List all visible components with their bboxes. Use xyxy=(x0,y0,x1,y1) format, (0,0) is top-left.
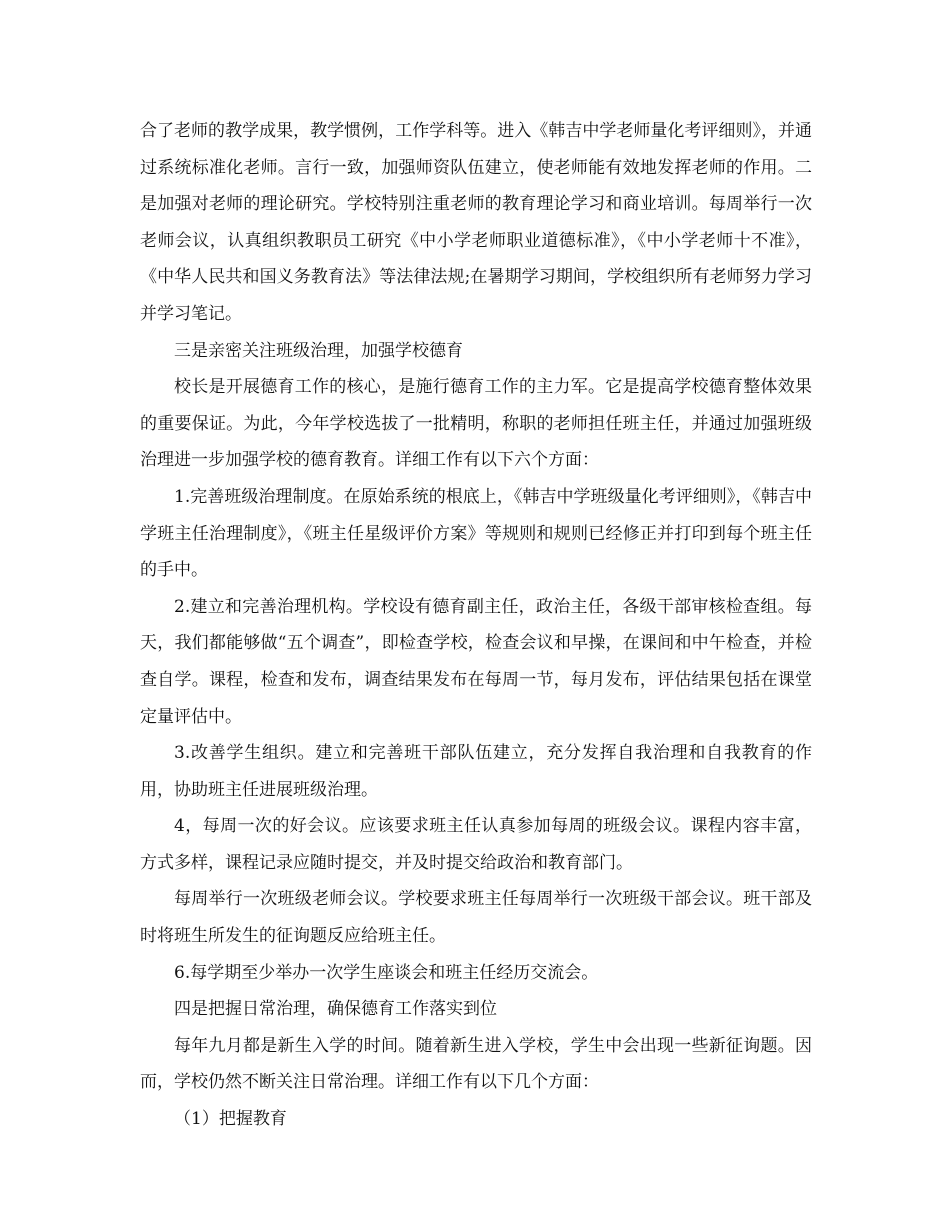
paragraph-7: 4，每周一次的好会议。应该要求班主任认真参加每周的班级会议。课程内容丰富，方式多样，课程记录应随时提交，并及时提交给政治和教育部门。 xyxy=(140,816,812,873)
paragraph-10-heading: 四是把握日常治理，确保德育工作落实到位 xyxy=(174,999,497,1020)
paragraph-2-heading: 三是亲密关注班级治理，加强学校德育 xyxy=(174,340,463,361)
document-body xyxy=(140,113,812,1138)
paragraph-6: 3.改善学生组织。建立和完善班干部队伍建立，充分发挥自我治理和自我教育的作用，协助班主任进展班级治理。 xyxy=(140,743,812,800)
paragraph-9: 6.每学期至少举办一次学生座谈会和班主任经历交流会。 xyxy=(174,962,599,983)
paragraph-8: 每周举行一次班级老师会议。学校要求班主任每周举行一次班级干部会议。班干部及时将班生所发生的征询题反应给班主任。 xyxy=(140,889,812,947)
paragraph-5: 2.建立和完善治理机构。学校设有德育副主任，政治主任，各级干部审核检查组。每天，我们都能够做“五个调查”，即检查学校，检查会议和早操，在课间和中午检查，并检查自学。课程，检查和发布，调查结果发布在每周一节，每月发布，评估结果包括在课堂定量评估中。 xyxy=(140,596,812,727)
paragraph-4: 1.完善班级治理制度。在原始系统的根底上，《韩吉中学班级量化考评细则》，《韩吉中学班主任治理制度》，《班主任星级评价方案》等规则和规则已经修正并打印到每个班主任的手中。 xyxy=(140,486,812,581)
paragraph-1: 合了老师的教学成果，教学惯例，工作学科等。进入《韩吉中学老师量化考评细则》，并通过系统标准化老师。言行一致，加强师资队伍建立，使老师能有效地发挥老师的作用。二是加强对老师的理论研究。学校特别注重老师的教育理论学习和商业培训。每周举行一次老师会议，认真组织教职员工研究《中小学老师职业道德标准》，《中小学老师十不准》，《中华人民共和国义务教育法》等法律法规;在暑期学习期间，学校组织所有老师努力学习并学习笔记。 xyxy=(140,121,812,324)
paragraph-11: 每年九月都是新生入学的时间。随着新生进入学校，学生中会出现一些新征询题。因而，学校仍然不断关注日常治理。详细工作有以下几个方面： xyxy=(140,1035,812,1093)
paragraph-3: 校长是开展德育工作的核心，是施行德育工作的主力军。它是提高学校德育整体效果的重要保证。为此，今年学校选拔了一批精明，称职的老师担任班主任，并通过加强班级治理进一步加强学校的德育教育。详细工作有以下六个方面： xyxy=(140,377,812,471)
paragraph-12-subheading: （1）把握教育 xyxy=(174,1109,287,1130)
